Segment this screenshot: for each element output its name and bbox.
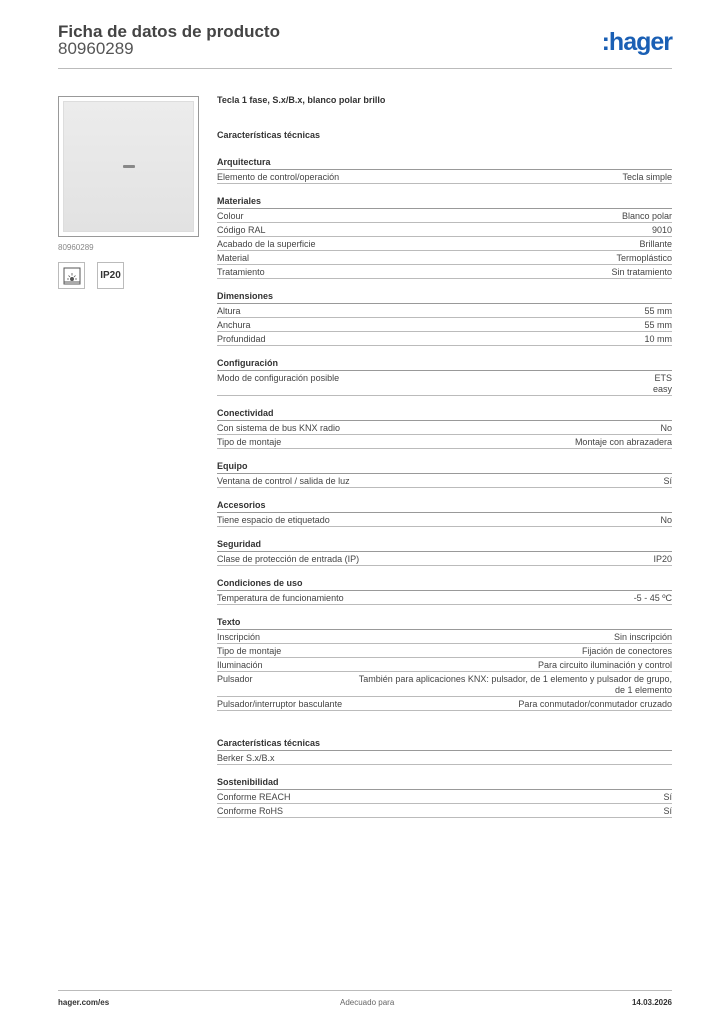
- spec-value: Sí: [663, 806, 672, 816]
- spec-label: Conforme REACH: [217, 792, 291, 802]
- spec-section: [217, 736, 672, 765]
- product-image: [58, 96, 199, 237]
- ip-rating-badge: IP20: [97, 262, 124, 289]
- spec-value: 55 mm: [644, 306, 672, 316]
- spec-row: [217, 318, 672, 332]
- spec-label: Tiene espacio de etiquetado: [217, 515, 330, 525]
- spec-label: Con sistema de bus KNX radio: [217, 423, 341, 433]
- spec-label: Elemento de control/operación: [217, 172, 340, 182]
- section-title: Materiales: [217, 194, 672, 209]
- section-title: Texto: [217, 615, 672, 630]
- spec-row: [217, 672, 672, 697]
- spec-value: ETS easy: [652, 373, 672, 394]
- spec-row: [217, 209, 672, 223]
- spec-value: Sin tratamiento: [611, 267, 672, 277]
- spec-row: [217, 552, 672, 566]
- image-caption: 80960289: [58, 243, 94, 252]
- footer-website[interactable]: hager.com/es: [58, 998, 110, 1007]
- section-title: Sostenibilidad: [217, 775, 672, 790]
- spec-row: [217, 421, 672, 435]
- light-icon: [58, 262, 85, 289]
- spec-value: IP20: [653, 554, 672, 564]
- spec-label: Código RAL: [217, 225, 266, 235]
- section-title: Configuración: [217, 356, 672, 371]
- product-name: Tecla 1 fase, S.x/B.x, blanco polar brillo: [217, 95, 386, 105]
- spec-label: Tipo de montaje: [217, 646, 282, 656]
- section-title: Accesorios: [217, 498, 672, 513]
- footer-divider: [58, 990, 672, 991]
- spec-value: Brillante: [639, 239, 672, 249]
- spec-label: Altura: [217, 306, 241, 316]
- spec-value: Sí: [663, 792, 672, 802]
- spec-section: [217, 406, 672, 449]
- page-title: Ficha de datos de producto: [58, 22, 280, 41]
- spec-row: [217, 332, 672, 346]
- spec-content: [217, 95, 672, 818]
- spec-value: Para circuito iluminación y control: [537, 660, 672, 670]
- spec-value: 9010: [651, 225, 672, 235]
- spec-label: Pulsador/interruptor basculante: [217, 699, 343, 709]
- spec-label: Iluminación: [217, 660, 263, 670]
- spec-row: [217, 630, 672, 644]
- spec-label: Tipo de montaje: [217, 437, 282, 447]
- spec-row: [217, 223, 672, 237]
- footer-date: 14.03.2026: [631, 998, 672, 1007]
- section-title: Dimensiones: [217, 289, 672, 304]
- spec-label: Inscripción: [217, 632, 261, 642]
- spec-value: 10 mm: [644, 334, 672, 344]
- spec-section: [217, 459, 672, 488]
- spec-label: Ventana de control / salida de luz: [217, 476, 350, 486]
- spec-label: Acabado de la superficie: [217, 239, 316, 249]
- spec-section: [217, 289, 672, 346]
- spec-section: [217, 194, 672, 279]
- spec-value: No: [660, 515, 672, 525]
- spec-value: Termoplástico: [616, 253, 672, 263]
- spec-value: Blanco polar: [621, 211, 672, 221]
- footer-center: Adecuado para: [340, 998, 395, 1007]
- spec-row: [217, 644, 672, 658]
- spec-section: [217, 615, 672, 711]
- spec-label: Clase de protección de entrada (IP): [217, 554, 360, 564]
- section-title: Características técnicas: [217, 736, 672, 751]
- spec-row: [217, 790, 672, 804]
- spec-row: [217, 435, 672, 449]
- spec-label: Profundidad: [217, 334, 266, 344]
- spec-label: Conforme RoHS: [217, 806, 284, 816]
- spec-label: Tratamiento: [217, 267, 265, 277]
- hager-logo: :hager: [601, 28, 672, 56]
- spec-value: Sin inscripción: [613, 632, 672, 642]
- section-title: Conectividad: [217, 406, 672, 421]
- section-title: Arquitectura: [217, 155, 672, 170]
- spec-row: [217, 371, 672, 396]
- spec-label: Colour: [217, 211, 244, 221]
- spec-row: [217, 265, 672, 279]
- spec-row: [217, 304, 672, 318]
- spec-label: Modo de configuración posible: [217, 373, 340, 383]
- spec-section: [217, 356, 672, 396]
- product-code: 80960289: [58, 39, 134, 58]
- spec-value: No: [660, 423, 672, 433]
- technical-heading: Características técnicas: [217, 130, 321, 140]
- spec-value: También para aplicaciones KNX: pulsador, de 1 elemento y pulsador de grupo, de 1 elemento: [358, 674, 672, 695]
- spec-value: Para conmutador/conmutador cruzado: [518, 699, 672, 709]
- section-title: Condiciones de uso: [217, 576, 672, 591]
- section-title: Equipo: [217, 459, 672, 474]
- spec-row: [217, 591, 672, 605]
- spec-label: Pulsador: [217, 674, 253, 684]
- spec-row: [217, 474, 672, 488]
- spec-label: Temperatura de funcionamiento: [217, 593, 344, 603]
- led-indicator: [123, 165, 135, 168]
- spec-row: [217, 751, 672, 765]
- spec-section: [217, 498, 672, 527]
- spec-label: Anchura: [217, 320, 251, 330]
- section-title: Seguridad: [217, 537, 672, 552]
- spec-row: [217, 804, 672, 818]
- spec-row: [217, 251, 672, 265]
- spec-row: [217, 237, 672, 251]
- spec-label: Material: [217, 253, 250, 263]
- spec-label: Berker S.x/B.x: [217, 753, 275, 763]
- spec-value: Tecla simple: [622, 172, 672, 182]
- spec-value: Sí: [663, 476, 672, 486]
- spec-value: Montaje con abrazadera: [574, 437, 672, 447]
- spec-value: Fijación de conectores: [581, 646, 672, 656]
- spec-section: [217, 155, 672, 184]
- spec-row: [217, 658, 672, 672]
- spec-row: [217, 170, 672, 184]
- spec-row: [217, 513, 672, 527]
- spec-section: [217, 537, 672, 566]
- spec-value: 55 mm: [644, 320, 672, 330]
- spec-section: [217, 576, 672, 605]
- spec-section: [217, 775, 672, 818]
- spec-row: [217, 697, 672, 711]
- spec-value: -5 - 45 ºC: [633, 593, 672, 603]
- header-divider: [58, 68, 672, 69]
